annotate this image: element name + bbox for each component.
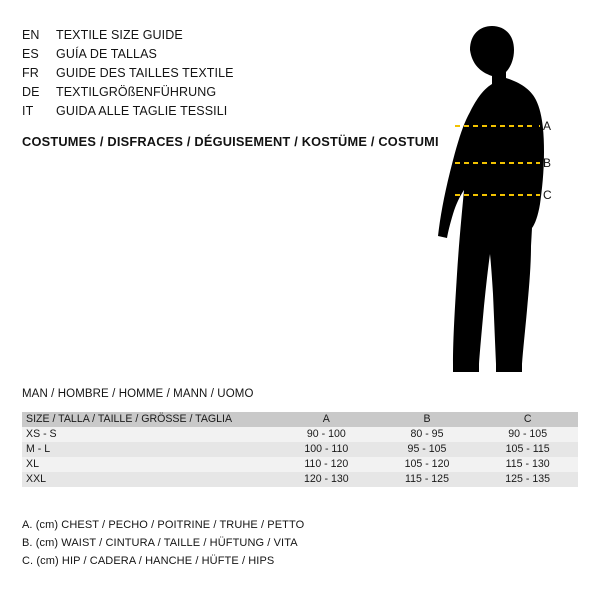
measure-label-b: B: [543, 156, 552, 170]
cell-size: XS - S: [26, 428, 57, 440]
table-row: [22, 442, 578, 457]
cell-b: 105 - 120: [404, 458, 450, 470]
language-text: TEXTILE SIZE GUIDE: [56, 28, 183, 42]
table-title: MAN / HOMBRE / HOMME / MANN / UOMO: [22, 388, 254, 400]
column-header-size: SIZE / TALLA / TAILLE / GRÖSSE / TAGLIA: [26, 413, 233, 425]
language-code: ES: [22, 47, 39, 61]
cell-size: M - L: [26, 443, 51, 455]
language-row: [22, 47, 382, 66]
cell-c: 105 - 115: [505, 443, 550, 455]
language-code: EN: [22, 28, 40, 42]
cell-a: 110 - 120: [304, 458, 349, 470]
language-row: [22, 85, 382, 104]
cell-size: XL: [26, 458, 39, 470]
measurement-legend: [22, 516, 304, 570]
language-text: GUIDA ALLE TAGLIE TESSILI: [56, 104, 228, 118]
column-header-c: C: [523, 413, 532, 425]
male-silhouette-figure: [400, 20, 590, 380]
measure-label-c: C: [543, 188, 552, 202]
table-row: [22, 427, 578, 442]
language-row: [22, 104, 382, 123]
language-row: [22, 28, 382, 47]
cell-b: 80 - 95: [410, 428, 444, 440]
table-row: [22, 472, 578, 487]
silhouette-icon: [400, 20, 590, 380]
legend-item-a: A. (cm) CHEST / PECHO / POITRINE / TRUHE / PETTO: [22, 519, 305, 531]
language-text: GUIDE DES TAILLES TEXTILE: [56, 66, 234, 80]
cell-size: XXL: [26, 473, 47, 485]
column-header-b: B: [423, 413, 431, 425]
language-code: FR: [22, 66, 39, 80]
measure-label-a: A: [543, 119, 552, 133]
language-code: DE: [22, 85, 40, 99]
legend-item-c: C. (cm) HIP / CADERA / HANCHE / HÜFTE / HIPS: [22, 555, 275, 567]
cell-a: 90 - 100: [306, 428, 346, 440]
table-row: [22, 457, 578, 472]
cell-c: 90 - 105: [508, 428, 548, 440]
legend-item-b: B. (cm) WAIST / CINTURA / TAILLE / HÜFTUNG / VITA: [22, 537, 298, 549]
language-list: [22, 28, 382, 123]
language-row: [22, 66, 382, 85]
cell-c: 125 - 135: [505, 473, 551, 485]
language-text: GUÍA DE TALLAS: [56, 47, 157, 61]
language-text: TEXTILGRÖßENFÜHRUNG: [56, 85, 217, 99]
cell-b: 95 - 105: [407, 443, 447, 455]
costumes-heading: COSTUMES / DISFRACES / DÉGUISEMENT / KOSTÜME / COSTUMI: [22, 134, 439, 149]
cell-a: 120 - 130: [303, 473, 349, 485]
cell-b: 115 - 125: [404, 473, 449, 485]
language-code: IT: [22, 104, 34, 118]
column-header-a: A: [322, 413, 330, 425]
table-header-row: [22, 412, 578, 427]
cell-a: 100 - 110: [304, 443, 349, 455]
cell-c: 115 - 130: [505, 458, 550, 470]
size-table: [22, 412, 578, 487]
